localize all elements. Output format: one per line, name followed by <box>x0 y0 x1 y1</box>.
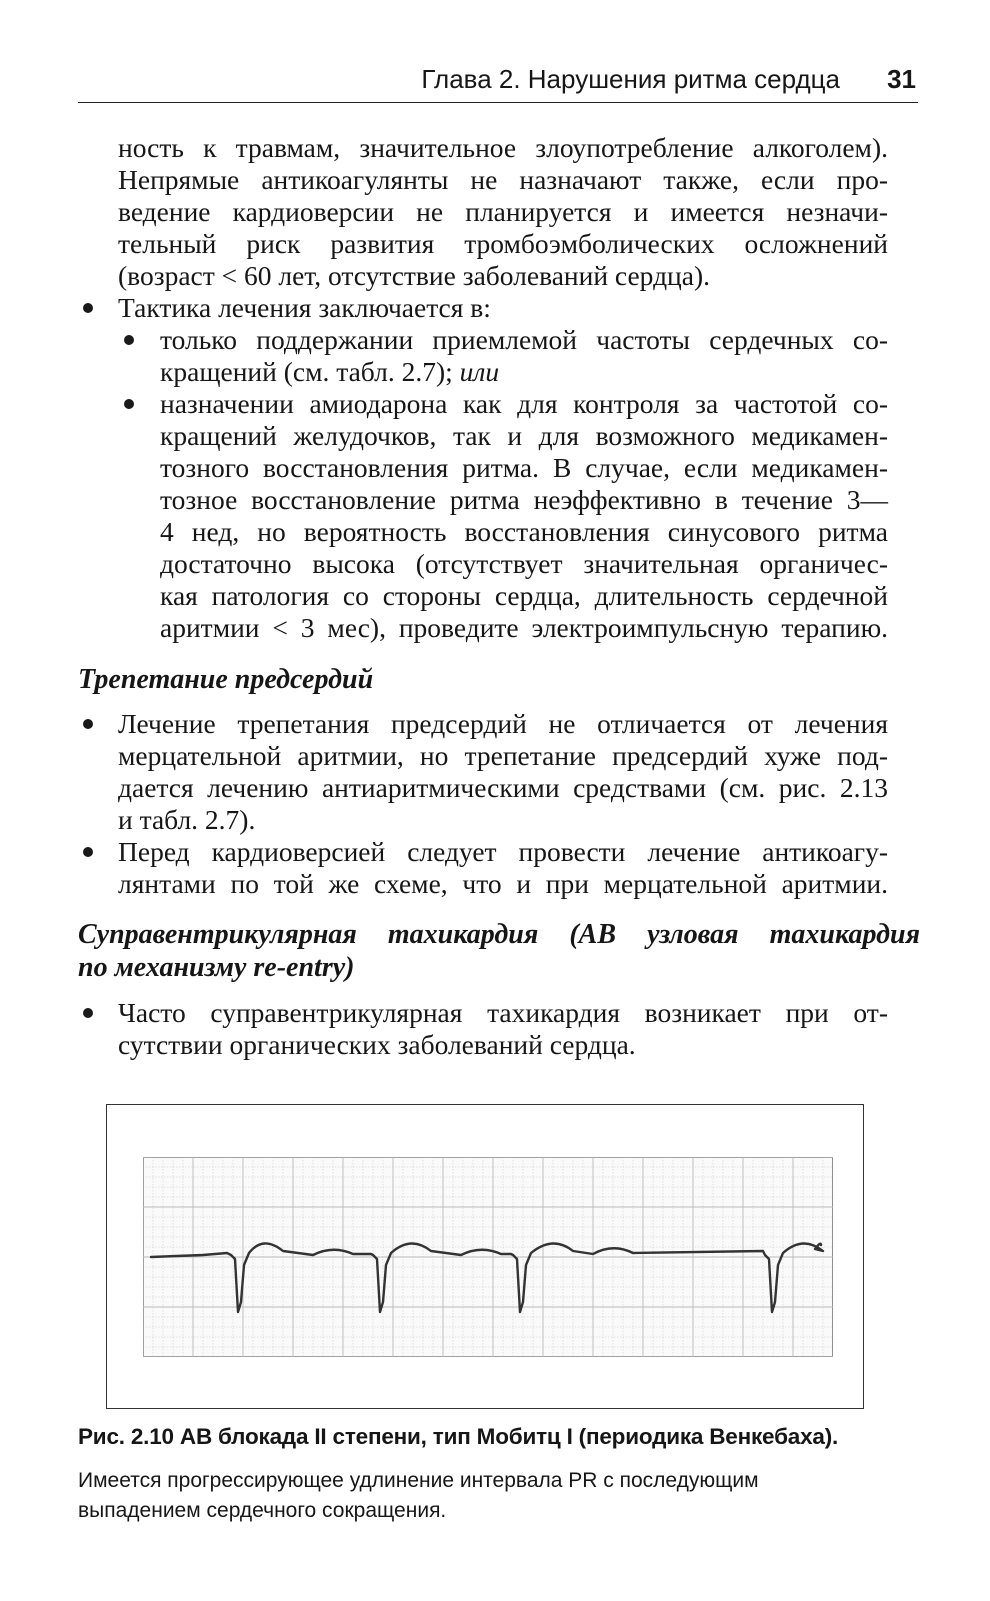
text-line <box>160 356 499 388</box>
text-line: ведение кардиоверсии не планируется и имеется незначи- <box>118 196 888 227</box>
bullet-icon <box>124 399 134 409</box>
section-heading-atrial-flutter: Трепетание предсердий <box>78 664 374 695</box>
text-line: мерцательной аритмии, но трепетание предсердий хуже под- <box>118 740 888 771</box>
text-line: и табл. 2.7). <box>118 804 256 835</box>
bullet-icon <box>83 719 93 729</box>
bullet-icon <box>83 1008 93 1018</box>
text-line: кая патология со стороны сердца, длительность сердечной <box>160 580 888 611</box>
text-line: ность к травмам, значительное злоупотребление алкоголем). <box>118 132 888 163</box>
text-line: Перед кардиоверсией следует провести лечение антикоагу- <box>118 836 888 867</box>
bullet-icon <box>83 303 93 313</box>
text-line: Непрямые антикоагулянты не назначают также, если про- <box>118 164 888 195</box>
page-number: 31 <box>887 64 916 94</box>
text-line: тельный риск развития тромбоэмболических осложнений <box>118 228 888 259</box>
text-line: (возраст < 60 лет, отсутствие заболеваний сердца). <box>118 260 711 291</box>
text-line: кращений желудочков, так и для возможного медикамен- <box>160 420 888 451</box>
text-span: кращений (см. табл. 2.7); <box>160 356 460 387</box>
chapter-title: Глава 2. Нарушения ритма сердца <box>421 64 840 94</box>
text-line: 4 нед, но вероятность восстановления синусового ритма <box>160 516 888 547</box>
text-line: аритмии < 3 мес), проведите электроимпульсную терапию. <box>160 612 888 643</box>
running-header <box>78 62 918 103</box>
text-line: Лечение трепетания предсердий не отличается от лечения <box>118 708 888 739</box>
text-line: тозного восстановления ритма. В случае, если медикамен- <box>160 452 888 483</box>
text-line: Часто суправентрикулярная тахикардия возникает при от- <box>118 997 888 1028</box>
italic-word: или <box>459 356 500 387</box>
figure-caption-line: выпадением сердечного сокращения. <box>78 1499 447 1522</box>
figure-caption-line: Имеется прогрессирующее удлинение интервала PR с последующим <box>78 1469 759 1492</box>
section-heading-svt-cont: по механизму re-entry) <box>78 952 355 983</box>
figure-frame <box>106 1104 864 1409</box>
ecg-strip <box>143 1157 833 1362</box>
text-line: лянтами по той же схеме, что и при мерцательной аритмии. <box>118 868 888 899</box>
text-line: тозное восстановление ритма неэффективно в течение 3— <box>160 484 888 515</box>
section-heading-svt: Суправентрикулярная тахикардия (АВ узловая тахикардия <box>78 919 920 950</box>
bullet-icon <box>83 847 93 857</box>
ecg-trace-svg <box>143 1157 833 1357</box>
figure-caption-title: Рис. 2.10 АВ блокада II степени, тип Мобитц I (периодика Венкебаха). <box>78 1424 839 1449</box>
text-line: назначении амиодарона как для контроля за частотой со- <box>160 388 888 419</box>
text-line: только поддержании приемлемой частоты сердечных со- <box>160 324 888 355</box>
bullet-icon <box>124 335 134 345</box>
text-line: Тактика лечения заключается в: <box>118 292 491 323</box>
text-line: сутствии органических заболеваний сердца. <box>118 1029 636 1060</box>
text-line: достаточно высока (отсутствует значительная органичес- <box>160 548 888 579</box>
text-line: дается лечению антиаритмическими средствами (см. рис. 2.13 <box>118 772 888 803</box>
